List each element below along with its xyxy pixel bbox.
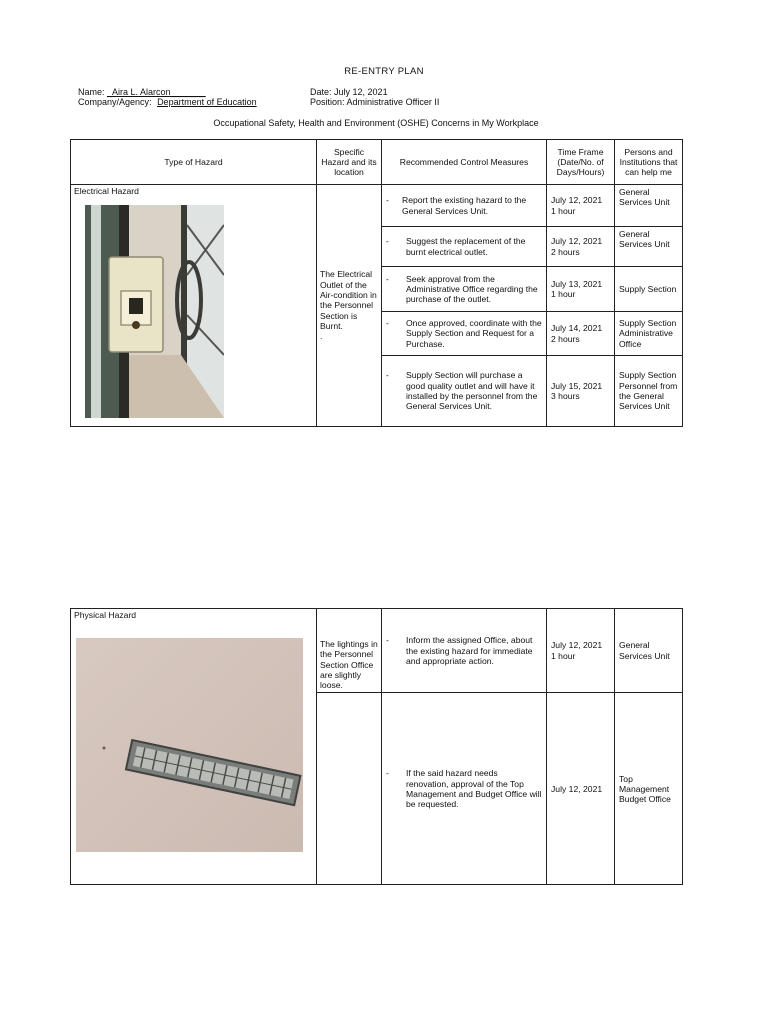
persons-cell: Top Management Budget Office <box>615 693 683 885</box>
timeframe-duration: 2 hours <box>551 246 580 257</box>
specific-hazard-cell <box>317 185 382 427</box>
measure-text: Supply Section will purchase a good quality outlet and will have it installed by the personnel from the General Services Unit. <box>406 370 538 412</box>
hazard-table-electrical <box>70 139 683 427</box>
hazard-type-cell <box>71 609 317 885</box>
timeframe-duration: 3 hours <box>551 391 580 401</box>
measure-text: Report the existing hazard to the General Services Unit. <box>402 195 527 216</box>
measure-cell <box>382 609 547 693</box>
name-line <box>78 87 206 98</box>
persons-cell: Supply Section Personnel from the General Services Unit <box>615 356 683 427</box>
position-label: Position: <box>310 97 345 107</box>
electrical-outlet-photo <box>85 205 224 418</box>
timeframe-cell <box>547 312 615 356</box>
timeframe-date: July 12, 2021 <box>551 195 603 206</box>
persons-cell: General Services Unit <box>615 227 683 267</box>
table-header-row <box>71 140 683 185</box>
position-line <box>310 97 439 108</box>
timeframe-date: July 15, 2021 <box>551 380 603 391</box>
measure-text: Once approved, coordinate with the Supply Section and Request for a Purchase. <box>406 318 542 349</box>
timeframe-cell <box>547 356 615 427</box>
persons-cell: General Services Unit <box>615 609 683 693</box>
header-timeframe: Time Frame (Date/No. of Days/Hours) <box>547 140 615 185</box>
persons-cell: General Services Unit <box>615 185 683 227</box>
list-dash: - <box>386 195 389 206</box>
timeframe-date: July 14, 2021 <box>551 323 603 334</box>
name-label: Name: <box>78 87 105 97</box>
measure-text: If the said hazard needs renovation, approval of the Top Management and Budget Office will be requested. <box>406 768 542 810</box>
specific-hazard-empty-cell <box>317 693 382 885</box>
measure-text: Seek approval from the Administrative Office regarding the purchase of the outlet. <box>406 273 538 305</box>
timeframe-date: July 13, 2021 <box>551 278 603 289</box>
list-dash: - <box>386 318 389 329</box>
persons-cell: Supply Section Administrative Office <box>615 312 683 356</box>
document-subtitle: Occupational Safety, Health and Environment (OSHE) Concerns in My Workplace <box>213 118 539 128</box>
measure-cell <box>382 356 547 427</box>
timeframe-cell <box>547 227 615 267</box>
timeframe-date: July 12, 2021 <box>551 783 603 794</box>
company-value: Department of Education <box>157 97 257 107</box>
measure-text: Suggest the replacement of the burnt electrical outlet. <box>406 236 526 257</box>
position-value: Administrative Officer II <box>346 97 440 107</box>
hazard-type-cell <box>71 185 317 427</box>
date-value: July 12, 2021 <box>334 87 388 97</box>
timeframe-duration: 1 hour <box>551 650 576 661</box>
company-label: Company/Agency: <box>78 97 152 107</box>
timeframe-cell <box>547 185 615 227</box>
list-dash: - <box>386 635 389 646</box>
list-dash: - <box>386 370 389 381</box>
timeframe-cell <box>547 609 615 693</box>
timeframe-date: July 12, 2021 <box>551 236 603 247</box>
timeframe-duration: 1 hour <box>551 289 576 299</box>
document-title: RE-ENTRY PLAN <box>344 66 424 77</box>
measure-cell <box>382 185 547 227</box>
measure-cell <box>382 267 547 312</box>
header-type: Type of Hazard <box>71 140 317 185</box>
timeframe-date: July 12, 2021 <box>551 640 603 651</box>
header-persons: Persons and Institutions that can help me <box>615 140 683 185</box>
company-line <box>78 97 257 108</box>
hazard-type-label: Electrical Hazard <box>74 186 139 196</box>
hazard-table-physical <box>70 608 683 885</box>
measure-cell <box>382 227 547 267</box>
measure-text: Inform the assigned Office, about the existing hazard for immediate and appropriate action. <box>406 635 533 666</box>
timeframe-duration: 1 hour <box>551 205 576 216</box>
header-measures: Recommended Control Measures <box>382 140 547 185</box>
list-dash: - <box>386 236 389 247</box>
measure-cell <box>382 312 547 356</box>
date-line <box>310 87 388 98</box>
specific-hazard-text: The Electrical Outlet of the Air-condition in the Personnel Section is Burnt. . <box>320 269 377 342</box>
header-specific: Specific Hazard and its location <box>317 140 382 185</box>
name-value: _Aira L. Alarcon_______ <box>107 87 206 97</box>
persons-cell: Supply Section <box>615 267 683 312</box>
specific-hazard-text: The lightings in the Personnel Section Office are slightly loose. <box>320 639 378 691</box>
measure-cell <box>382 693 547 885</box>
timeframe-duration: 2 hours <box>551 333 580 344</box>
timeframe-cell <box>547 267 615 312</box>
table-row <box>71 185 683 227</box>
hazard-type-label: Physical Hazard <box>74 610 137 620</box>
date-label: Date: <box>310 87 332 97</box>
list-dash: - <box>386 768 389 779</box>
ceiling-light-photo <box>76 638 303 852</box>
specific-hazard-cell <box>317 609 382 693</box>
timeframe-cell <box>547 693 615 885</box>
list-dash: - <box>386 273 389 284</box>
table-row <box>71 609 683 693</box>
